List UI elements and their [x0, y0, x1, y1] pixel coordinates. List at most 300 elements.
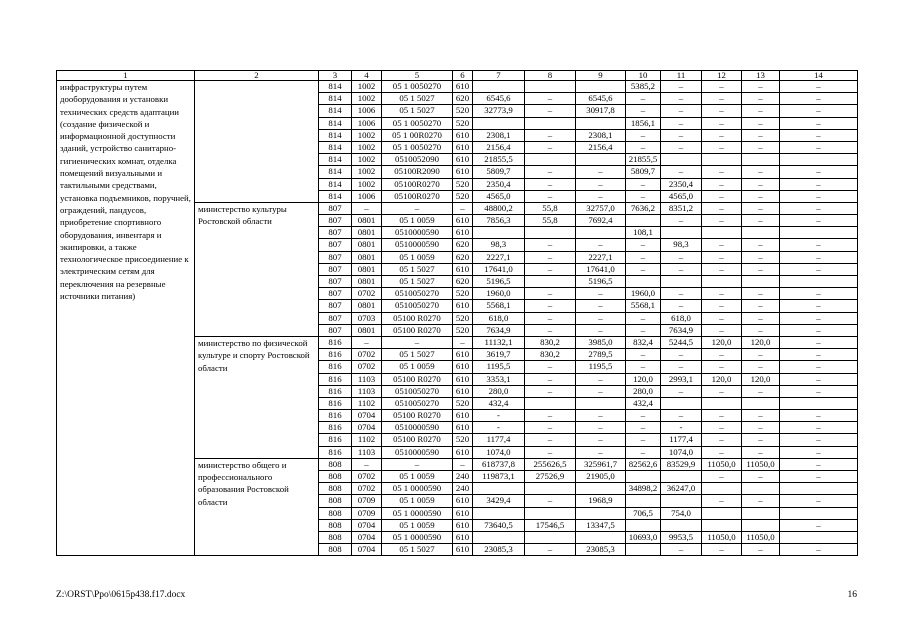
table-cell: 816 — [319, 349, 352, 361]
table-cell: – — [661, 361, 702, 373]
table-cell — [661, 227, 702, 239]
table-cell: 3353,1 — [473, 373, 525, 385]
table-cell: - — [473, 422, 525, 434]
table-cell: 830,2 — [525, 336, 576, 348]
table-cell: – — [626, 129, 661, 141]
table-cell: 0704 — [352, 422, 382, 434]
table-cell: 5568,1 — [473, 300, 525, 312]
table-cell: 0702 — [352, 471, 382, 483]
table-cell — [661, 495, 702, 507]
column-number-5: 5 — [382, 71, 453, 81]
table-cell: 2350,4 — [473, 178, 525, 190]
table-cell: 0801 — [352, 215, 382, 227]
table-cell: 610 — [453, 81, 473, 93]
table-cell: 120,0 — [742, 373, 780, 385]
table-cell: – — [702, 117, 742, 129]
table-cell: – — [576, 300, 626, 312]
table-cell — [742, 154, 780, 166]
table-cell: – — [702, 263, 742, 275]
column-number-10: 10 — [626, 71, 661, 81]
table-cell — [473, 483, 525, 495]
table-cell: 807 — [319, 312, 352, 324]
table-cell: 11050,0 — [702, 531, 742, 543]
table-cell: 05 1 5027 — [382, 263, 453, 275]
table-cell: 8351,2 — [661, 202, 702, 214]
table-cell: 1002 — [352, 129, 382, 141]
table-cell — [626, 471, 661, 483]
table-cell — [702, 154, 742, 166]
executor-name-cell — [195, 81, 319, 203]
table-cell: 1074,0 — [473, 446, 525, 458]
table-cell: – — [742, 422, 780, 434]
table-cell: 73640,5 — [473, 519, 525, 531]
table-cell: – — [525, 300, 576, 312]
table-cell: – — [626, 93, 661, 105]
table-cell — [525, 227, 576, 239]
table-cell: 807 — [319, 300, 352, 312]
table-cell: 610 — [453, 519, 473, 531]
table-cell: – — [702, 239, 742, 251]
table-cell: – — [626, 422, 661, 434]
table-cell: – — [626, 178, 661, 190]
table-cell: 240 — [453, 483, 473, 495]
table-cell: 0704 — [352, 519, 382, 531]
table-cell: – — [742, 166, 780, 178]
table-cell: 05 1 0000590 — [382, 507, 453, 519]
table-cell: 0702 — [352, 288, 382, 300]
table-cell: – — [780, 544, 858, 556]
table-cell: – — [742, 446, 780, 458]
table-cell: - — [661, 422, 702, 434]
table-cell: – — [525, 422, 576, 434]
table-cell: 3985,0 — [576, 336, 626, 348]
table-cell: – — [661, 215, 702, 227]
table-cell: 814 — [319, 190, 352, 202]
table-cell: 610 — [453, 227, 473, 239]
table-cell — [626, 276, 661, 288]
table-cell: – — [576, 288, 626, 300]
table-cell: 11050,0 — [702, 458, 742, 470]
column-number-8: 8 — [525, 71, 576, 81]
table-cell: – — [525, 190, 576, 202]
table-cell: 814 — [319, 141, 352, 153]
table-cell: – — [742, 263, 780, 275]
table-cell: 11050,0 — [742, 458, 780, 470]
table-cell — [525, 531, 576, 543]
table-cell: – — [742, 324, 780, 336]
table-cell — [702, 227, 742, 239]
table-cell: – — [576, 166, 626, 178]
table-cell: 520 — [453, 190, 473, 202]
table-cell: – — [576, 385, 626, 397]
table-cell: 0704 — [352, 544, 382, 556]
table-cell: 1006 — [352, 117, 382, 129]
table-cell: – — [780, 117, 858, 129]
table-cell: 05 1 0059 — [382, 519, 453, 531]
table-cell: 830,2 — [525, 349, 576, 361]
table-cell — [742, 276, 780, 288]
table-cell: – — [661, 117, 702, 129]
executor-name-cell: министерство общего и профессионального образования Ростовской области — [195, 458, 319, 556]
table-cell — [576, 483, 626, 495]
table-cell: – — [780, 361, 858, 373]
activity-description-cell: инфраструктуры путем дооборудования и установки технических средств адаптации (создание физической и информационной доступности зданий, устройство санитарно-гигиенических комнат, отделка помещений визуальными и тактильными средствами, установка подъемников, поручней, ограждений, пандусов, приобретение спортивного оборудования, инвентаря и экипировки, а также технологическое присоединение к электрическим сетям для переключения на резервные источники питания) — [57, 81, 195, 556]
table-cell: 1006 — [352, 190, 382, 202]
table-cell — [525, 276, 576, 288]
table-cell: – — [661, 93, 702, 105]
table-cell: 3619,7 — [473, 349, 525, 361]
table-cell — [525, 507, 576, 519]
table-cell: – — [702, 544, 742, 556]
table-cell — [780, 397, 858, 409]
table-cell: – — [626, 434, 661, 446]
table-cell: 0702 — [352, 361, 382, 373]
table-cell: 83529,9 — [661, 458, 702, 470]
table-cell: – — [525, 251, 576, 263]
table-cell: – — [661, 410, 702, 422]
table-cell: – — [702, 288, 742, 300]
table-cell: – — [742, 239, 780, 251]
table-cell: 255626,5 — [525, 458, 576, 470]
table-cell — [525, 483, 576, 495]
table-cell: 808 — [319, 531, 352, 543]
table-cell: 0801 — [352, 324, 382, 336]
table-cell: 21905,0 — [576, 471, 626, 483]
table-cell: 6545,6 — [576, 93, 626, 105]
table-cell: 119873,1 — [473, 471, 525, 483]
table-cell: – — [702, 324, 742, 336]
table-cell: – — [742, 300, 780, 312]
table-cell: 0510000590 — [382, 227, 453, 239]
table-cell: – — [661, 141, 702, 153]
table-cell: 0510050270 — [382, 300, 453, 312]
table-cell: 816 — [319, 373, 352, 385]
table-cell — [473, 227, 525, 239]
table-cell: 2227,1 — [576, 251, 626, 263]
table-cell: 807 — [319, 202, 352, 214]
table-cell: – — [702, 202, 742, 214]
table-cell: – — [702, 251, 742, 263]
table-cell: 1960,0 — [626, 288, 661, 300]
table-cell: – — [742, 361, 780, 373]
table-cell: 0510000590 — [382, 239, 453, 251]
table-cell — [661, 519, 702, 531]
table-cell: – — [780, 519, 858, 531]
table-cell: 610 — [453, 385, 473, 397]
table-cell: – — [576, 312, 626, 324]
table-cell: 120,0 — [742, 336, 780, 348]
table-cell: 1002 — [352, 178, 382, 190]
table-cell: 0510000590 — [382, 422, 453, 434]
table-cell: 814 — [319, 93, 352, 105]
table-cell: 610 — [453, 263, 473, 275]
table-cell: 23085,3 — [473, 544, 525, 556]
table-cell: – — [525, 434, 576, 446]
table-cell: 807 — [319, 227, 352, 239]
table-cell: – — [742, 93, 780, 105]
table-cell — [780, 154, 858, 166]
table-cell — [742, 397, 780, 409]
table-cell: – — [742, 251, 780, 263]
table-cell: – — [352, 336, 382, 348]
table-cell: 05100 R0270 — [382, 324, 453, 336]
table-cell: – — [702, 471, 742, 483]
table-cell: – — [780, 434, 858, 446]
table-cell: 1195,5 — [473, 361, 525, 373]
table-cell: – — [626, 312, 661, 324]
table-cell: 0709 — [352, 507, 382, 519]
table-cell: – — [702, 495, 742, 507]
table-cell: 1074,0 — [661, 446, 702, 458]
table-cell: – — [742, 434, 780, 446]
budget-table — [56, 70, 858, 556]
table-cell: – — [742, 312, 780, 324]
table-cell: – — [626, 239, 661, 251]
table-cell: 520 — [453, 117, 473, 129]
table-cell: 610 — [453, 495, 473, 507]
table-cell: 32757,0 — [576, 202, 626, 214]
table-cell: 32773,9 — [473, 105, 525, 117]
table-cell: 1002 — [352, 141, 382, 153]
table-cell: – — [702, 129, 742, 141]
table-cell: – — [661, 251, 702, 263]
table-cell: – — [702, 190, 742, 202]
table-cell: – — [742, 141, 780, 153]
table-cell: – — [525, 288, 576, 300]
column-number-14: 14 — [780, 71, 858, 81]
table-body — [57, 71, 858, 556]
table-cell: 0704 — [352, 410, 382, 422]
table-cell: 5385,2 — [626, 81, 661, 93]
table-cell: – — [742, 349, 780, 361]
table-cell: 05 1 0059 — [382, 471, 453, 483]
table-cell: 82562,6 — [626, 458, 661, 470]
table-cell: 05100R2090 — [382, 166, 453, 178]
table-cell: – — [525, 385, 576, 397]
table-cell: 814 — [319, 105, 352, 117]
table-cell: 610 — [453, 166, 473, 178]
table-cell: 0801 — [352, 263, 382, 275]
table-cell: 7692,4 — [576, 215, 626, 227]
table-cell: 610 — [453, 154, 473, 166]
table-cell — [576, 507, 626, 519]
table-cell: – — [702, 446, 742, 458]
table-cell: 610 — [453, 507, 473, 519]
table-cell: – — [525, 324, 576, 336]
table-cell — [576, 81, 626, 93]
table-cell: – — [742, 288, 780, 300]
table-cell — [742, 507, 780, 519]
table-cell: 7636,2 — [626, 202, 661, 214]
table-cell: – — [525, 178, 576, 190]
table-cell: 120,0 — [702, 373, 742, 385]
column-number-11: 11 — [661, 71, 702, 81]
table-cell: 620 — [453, 93, 473, 105]
table-cell: 520 — [453, 324, 473, 336]
table-cell: – — [702, 178, 742, 190]
table-cell: – — [661, 263, 702, 275]
table-cell: 816 — [319, 410, 352, 422]
table-cell: – — [780, 166, 858, 178]
table-cell — [473, 507, 525, 519]
table-cell: 520 — [453, 434, 473, 446]
table-cell: 280,0 — [626, 385, 661, 397]
table-cell: – — [525, 312, 576, 324]
table-cell: – — [661, 81, 702, 93]
table-cell — [576, 397, 626, 409]
table-cell: 610 — [453, 410, 473, 422]
table-cell: 1195,5 — [576, 361, 626, 373]
table-cell: 05 1 0059 — [382, 361, 453, 373]
table-cell: – — [453, 202, 473, 214]
column-number-7: 7 — [473, 71, 525, 81]
table-cell: – — [780, 300, 858, 312]
table-cell: 34898,2 — [626, 483, 661, 495]
table-cell: – — [780, 190, 858, 202]
table-cell: 2227,1 — [473, 251, 525, 263]
table-cell: 808 — [319, 471, 352, 483]
table-cell — [661, 471, 702, 483]
table-cell: 610 — [453, 141, 473, 153]
table-cell: – — [702, 434, 742, 446]
table-cell: 05 1 0059 — [382, 495, 453, 507]
executor-name-cell: министерство по физической культуре и спорту Ростовской области — [195, 336, 319, 458]
table-cell — [525, 154, 576, 166]
table-cell: – — [780, 178, 858, 190]
table-cell: – — [525, 93, 576, 105]
table-cell: 618,0 — [661, 312, 702, 324]
table-cell — [661, 154, 702, 166]
table-cell: 610 — [453, 300, 473, 312]
table-cell: – — [576, 178, 626, 190]
table-cell — [742, 483, 780, 495]
column-number-4: 4 — [352, 71, 382, 81]
table-cell: 05 1 5027 — [382, 349, 453, 361]
table-cell: – — [702, 93, 742, 105]
table-cell: 807 — [319, 324, 352, 336]
table-cell: 620 — [453, 276, 473, 288]
table-cell: – — [576, 324, 626, 336]
table-cell: 807 — [319, 288, 352, 300]
table-cell: 816 — [319, 385, 352, 397]
table-cell: 1960,0 — [473, 288, 525, 300]
table-cell: – — [780, 93, 858, 105]
table-cell — [661, 397, 702, 409]
table-cell: – — [576, 434, 626, 446]
table-cell: 1002 — [352, 81, 382, 93]
table-cell: 5809,7 — [626, 166, 661, 178]
table-cell: – — [382, 458, 453, 470]
table-cell: – — [780, 349, 858, 361]
table-cell: 4565,0 — [473, 190, 525, 202]
table-cell — [525, 81, 576, 93]
table-cell: 30917,8 — [576, 105, 626, 117]
table-cell: 610 — [453, 361, 473, 373]
table-cell: 0510050270 — [382, 385, 453, 397]
table-cell: 05 1 00R0270 — [382, 129, 453, 141]
column-number-6: 6 — [453, 71, 473, 81]
table-cell: – — [702, 422, 742, 434]
table-cell: 10693,0 — [626, 531, 661, 543]
table-cell: 610 — [453, 544, 473, 556]
table-cell: 7634,9 — [473, 324, 525, 336]
table-cell: – — [780, 129, 858, 141]
table-cell: 1103 — [352, 385, 382, 397]
table-cell: 520 — [453, 397, 473, 409]
table-cell — [626, 215, 661, 227]
table-cell: – — [742, 410, 780, 422]
table-cell: 2156,4 — [473, 141, 525, 153]
table-cell: 610 — [453, 373, 473, 385]
table-cell: 1968,9 — [576, 495, 626, 507]
table-cell: 05100R0270 — [382, 178, 453, 190]
table-cell: – — [742, 385, 780, 397]
table-cell — [780, 227, 858, 239]
table-cell: 618737,8 — [473, 458, 525, 470]
table-cell: – — [742, 495, 780, 507]
table-cell: – — [742, 117, 780, 129]
table-cell: 807 — [319, 239, 352, 251]
table-cell: 7856,3 — [473, 215, 525, 227]
table-cell: 432,4 — [473, 397, 525, 409]
table-cell: – — [780, 239, 858, 251]
table-cell: 5244,5 — [661, 336, 702, 348]
table-cell: – — [661, 385, 702, 397]
table-cell: 9953,5 — [661, 531, 702, 543]
table-cell: 520 — [453, 288, 473, 300]
table-cell: – — [702, 105, 742, 117]
table-cell — [525, 397, 576, 409]
table-cell: – — [626, 141, 661, 153]
table-cell: 120,0 — [702, 336, 742, 348]
table-cell: – — [780, 446, 858, 458]
table-cell: 05 1 0059 — [382, 251, 453, 263]
table-cell: 280,0 — [473, 385, 525, 397]
table-cell: 0709 — [352, 495, 382, 507]
table-cell: 814 — [319, 178, 352, 190]
table-cell: – — [702, 349, 742, 361]
table-cell: 706,5 — [626, 507, 661, 519]
table-cell: 98,3 — [661, 239, 702, 251]
table-cell: 610 — [453, 531, 473, 543]
footer-file-path: Z:\ORST\Ppo\0615p438.f17.docx — [56, 590, 186, 600]
column-number-1: 1 — [57, 71, 195, 81]
table-cell: – — [626, 105, 661, 117]
table-cell: 17641,0 — [576, 263, 626, 275]
table-cell: – — [626, 349, 661, 361]
table-cell — [576, 227, 626, 239]
table-cell: 0704 — [352, 531, 382, 543]
table-cell: 814 — [319, 117, 352, 129]
table-cell: – — [525, 544, 576, 556]
table-cell: – — [702, 410, 742, 422]
table-cell: – — [661, 288, 702, 300]
table-cell: 05 1 5027 — [382, 276, 453, 288]
table-cell: 7634,9 — [661, 324, 702, 336]
table-cell: – — [626, 446, 661, 458]
table-cell: 754,0 — [661, 507, 702, 519]
table-cell: 0510000590 — [382, 446, 453, 458]
table-cell: – — [702, 81, 742, 93]
table-cell: – — [742, 202, 780, 214]
table-cell: – — [780, 288, 858, 300]
table-cell: 0801 — [352, 227, 382, 239]
table-cell: – — [352, 202, 382, 214]
table-cell: 5568,1 — [626, 300, 661, 312]
column-number-3: 3 — [319, 71, 352, 81]
table-cell: 610 — [453, 129, 473, 141]
table-cell: 55,8 — [525, 215, 576, 227]
